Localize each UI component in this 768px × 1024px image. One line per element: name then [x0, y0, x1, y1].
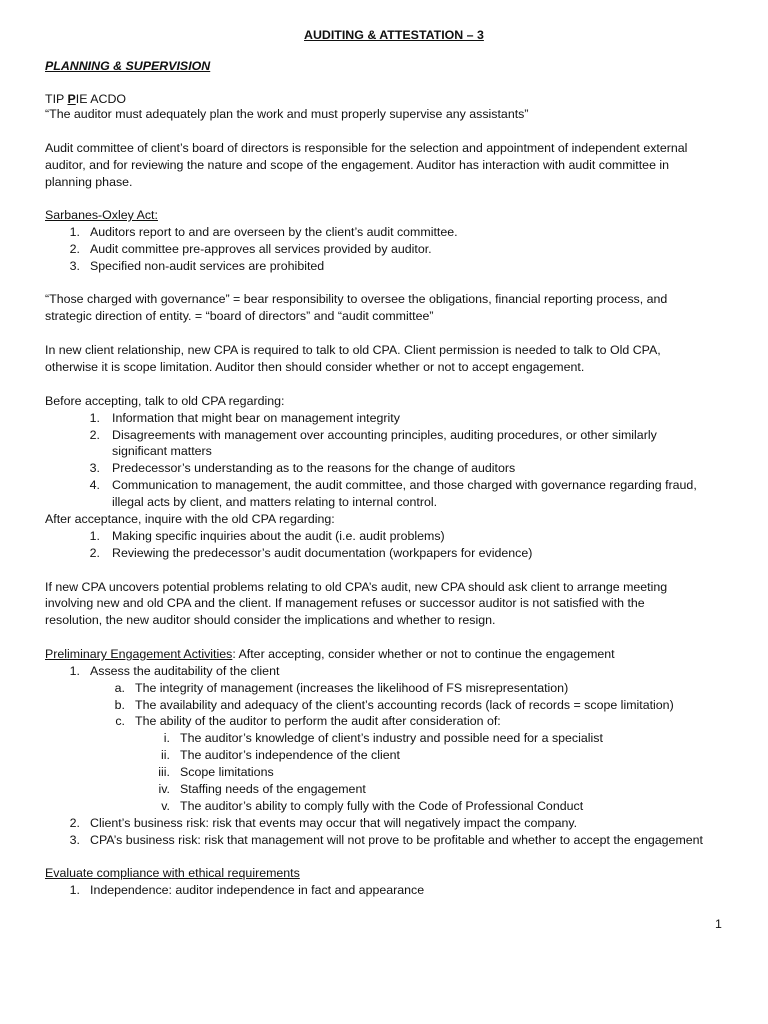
before-heading: Before accepting, talk to old CPA regarding: [45, 394, 285, 408]
list-number: 1. [69, 225, 80, 239]
list-item: Staffing needs of the engagement [180, 782, 366, 796]
list-number: 1. [89, 529, 100, 543]
prelim-heading: Preliminary Engagement Activities [45, 647, 233, 661]
paragraph-line: “Those charged with governance” = bear responsibility to oversee the obligations, financial reporting process, and [45, 292, 668, 306]
list-item: The integrity of management (increases the likelihood of FS misrepresentation) [135, 681, 569, 695]
list-item: Audit committee pre-approves all services provided by auditor. [90, 242, 432, 256]
page-number: 1 [715, 917, 722, 931]
list-number: 2. [69, 816, 80, 830]
list-item: The availability and adequacy of the client’s accounting records (lack of records = scope limitation) [135, 698, 674, 712]
ethics-heading: Evaluate compliance with ethical requirements [45, 866, 300, 880]
list-number: 3. [69, 833, 80, 847]
section-heading-planning: PLANNING & SUPERVISION [45, 59, 211, 73]
after-heading: After acceptance, inquire with the old CPA regarding: [45, 512, 335, 526]
list-roman: ii. [161, 748, 170, 762]
paragraph-line: If new CPA uncovers potential problems relating to old CPA’s audit, new CPA should ask client to arrange meeting [45, 580, 668, 594]
document-title: AUDITING & ATTESTATION – 3 [304, 28, 484, 42]
list-number: 4. [89, 478, 100, 492]
list-letter: c. [115, 714, 125, 728]
list-item: Information that might bear on management integrity [112, 411, 400, 425]
mnemonic-line [45, 92, 126, 107]
list-item-continuation: significant matters [112, 444, 212, 458]
list-item: Client’s business risk: risk that events may occur that will negatively impact the company. [90, 816, 578, 830]
list-roman: iii. [158, 765, 170, 779]
list-number: 2. [89, 428, 100, 442]
list-item: Independence: auditor independence in fact and appearance [90, 883, 425, 897]
list-item: Auditors report to and are overseen by the client’s audit committee. [90, 225, 458, 239]
list-item: Assess the auditability of the client [90, 664, 280, 678]
paragraph-line: involving new and old CPA and the client. If management refuses or successor auditor is not satisfied with the [45, 596, 645, 610]
mnemonic-suffix: IE ACDO [75, 92, 127, 106]
paragraph-line: Audit committee of client’s board of directors is responsible for the selection and appointment of independent external [45, 141, 688, 155]
paragraph-line: otherwise it is scope limitation. Auditor then should consider whether or not to accept engagement. [45, 360, 585, 374]
paragraph-line: auditor, and for reviewing the nature and scope of the engagement. Auditor has interaction with audit committee in [45, 158, 670, 172]
mnemonic-underlined-letter: P [67, 92, 76, 106]
list-item: Disagreements with management over accounting principles, auditing procedures, or other similarly [112, 428, 657, 442]
paragraph-line: resolution, the new auditor should consider the implications and whether to resign. [45, 613, 496, 627]
list-item: Reviewing the predecessor’s audit documentation (workpapers for evidence) [112, 546, 533, 560]
list-roman: i. [163, 731, 170, 745]
mnemonic-prefix: TIP [45, 92, 68, 106]
list-item: The ability of the auditor to perform the audit after consideration of: [135, 714, 501, 728]
list-item: The auditor’s independence of the client [180, 748, 400, 762]
list-item: The auditor’s ability to comply fully with the Code of Professional Conduct [180, 799, 584, 813]
list-item: The auditor’s knowledge of client’s industry and possible need for a specialist [180, 731, 603, 745]
list-item: CPA’s business risk: risk that management will not prove to be profitable and whether to accept the engagement [90, 833, 703, 847]
list-item: Communication to management, the audit committee, and those charged with governance regarding fraud, [112, 478, 697, 492]
list-letter: b. [114, 698, 125, 712]
list-number: 1. [69, 883, 80, 897]
list-number: 2. [89, 546, 100, 560]
list-item: Making specific inquiries about the audit (i.e. audit problems) [112, 529, 445, 543]
list-number: 3. [89, 461, 100, 475]
list-item: Specified non-audit services are prohibited [90, 259, 325, 273]
list-item: Scope limitations [180, 765, 274, 779]
prelim-heading-rest: : After accepting, consider whether or not to continue the engagement [232, 647, 615, 661]
list-roman: v. [161, 799, 170, 813]
list-roman: iv. [158, 782, 170, 796]
list-number: 1. [69, 664, 80, 678]
prelim-heading-line [45, 647, 615, 662]
standard-quote: “The auditor must adequately plan the work and must properly supervise any assistants” [45, 107, 529, 121]
list-number: 2. [69, 242, 80, 256]
sox-heading: Sarbanes-Oxley Act: [45, 208, 158, 222]
list-number: 1. [89, 411, 100, 425]
paragraph-line: In new client relationship, new CPA is required to talk to old CPA. Client permission is needed to talk to Old CPA, [45, 343, 661, 357]
paragraph-line: strategic direction of entity. = “board of directors” and “audit committee” [45, 309, 434, 323]
paragraph-line: planning phase. [45, 175, 133, 189]
list-item: Predecessor’s understanding as to the reasons for the change of auditors [112, 461, 516, 475]
list-number: 3. [69, 259, 80, 273]
list-item-continuation: illegal acts by client, and matters relating to internal control. [112, 495, 438, 509]
list-letter: a. [114, 681, 125, 695]
